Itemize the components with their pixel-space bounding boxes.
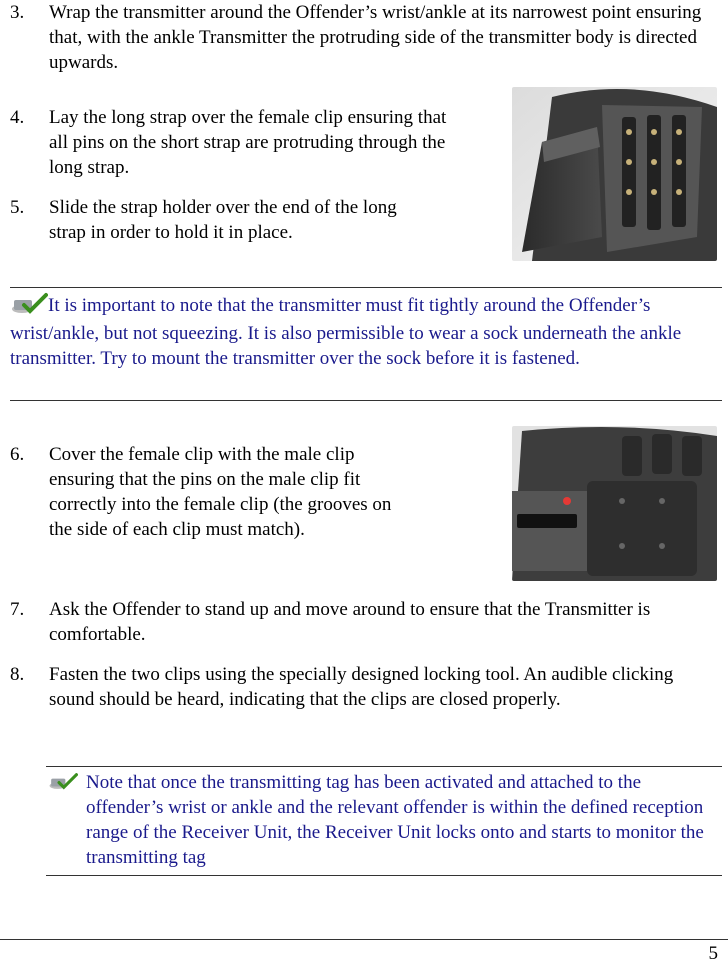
footer-rule — [0, 939, 728, 940]
step-number: 8. — [10, 664, 25, 685]
step-text: Ask the Offender to stand up and move around to ensure that the Transmitter is comfortable. — [49, 599, 651, 645]
step-number: 4. — [10, 107, 25, 128]
checkmark-note-icon — [10, 292, 48, 321]
important-note-text: It is important to note that the transmitter must fit tightly around the Offender’s wrist/ankle, but not squeezing. It is also permissible to wear a sock underneath the ankle transmitter. Try to mount the transmitter over the sock before it is fastened. — [10, 295, 682, 369]
page-number: 5 — [708, 943, 718, 964]
step-number: 6. — [10, 444, 25, 465]
male-clip-image — [512, 426, 717, 581]
important-note — [10, 292, 722, 371]
checkmark-note-icon — [48, 772, 78, 797]
step-text: Lay the long strap over the female clip ensuring that all pins on the short strap are protruding through the long strap. — [49, 107, 447, 178]
step-number: 3. — [10, 2, 25, 23]
step-number: 5. — [10, 197, 25, 218]
note-top-rule — [10, 287, 722, 288]
step-text: Cover the female clip with the male clip ensuring that the pins on the male clip fit correctly into the female clip (the grooves on the side of each clip must match). — [49, 444, 392, 540]
note-bottom-rule — [10, 400, 722, 401]
strap-photo-top — [512, 87, 717, 261]
step-text: Slide the strap holder over the end of the long strap in order to hold it in place. — [49, 197, 397, 243]
step-number: 7. — [10, 599, 25, 620]
step-text: Wrap the transmitter around the Offender’s wrist/ankle at its narrowest point ensuring that, with the ankle Transmitter the protruding side of the transmitter body is directed upwards. — [49, 2, 702, 73]
monitoring-note — [46, 770, 722, 870]
clip-photo — [512, 426, 717, 581]
monitoring-note-text: Note that once the transmitting tag has been activated and attached to the offender’s wrist or ankle and the relevant offender is within the defined reception range of the Receiver Unit, the Receiver Unit locks onto and starts to monitor the transmitting tag — [86, 772, 704, 868]
step-text: Fasten the two clips using the specially designed locking tool. An audible clicking sound should be heard, indicating that the clips are closed properly. — [49, 664, 674, 710]
note2-bottom-rule — [46, 875, 722, 876]
transmitter-strap-image — [512, 87, 717, 261]
note2-top-rule — [46, 766, 722, 767]
